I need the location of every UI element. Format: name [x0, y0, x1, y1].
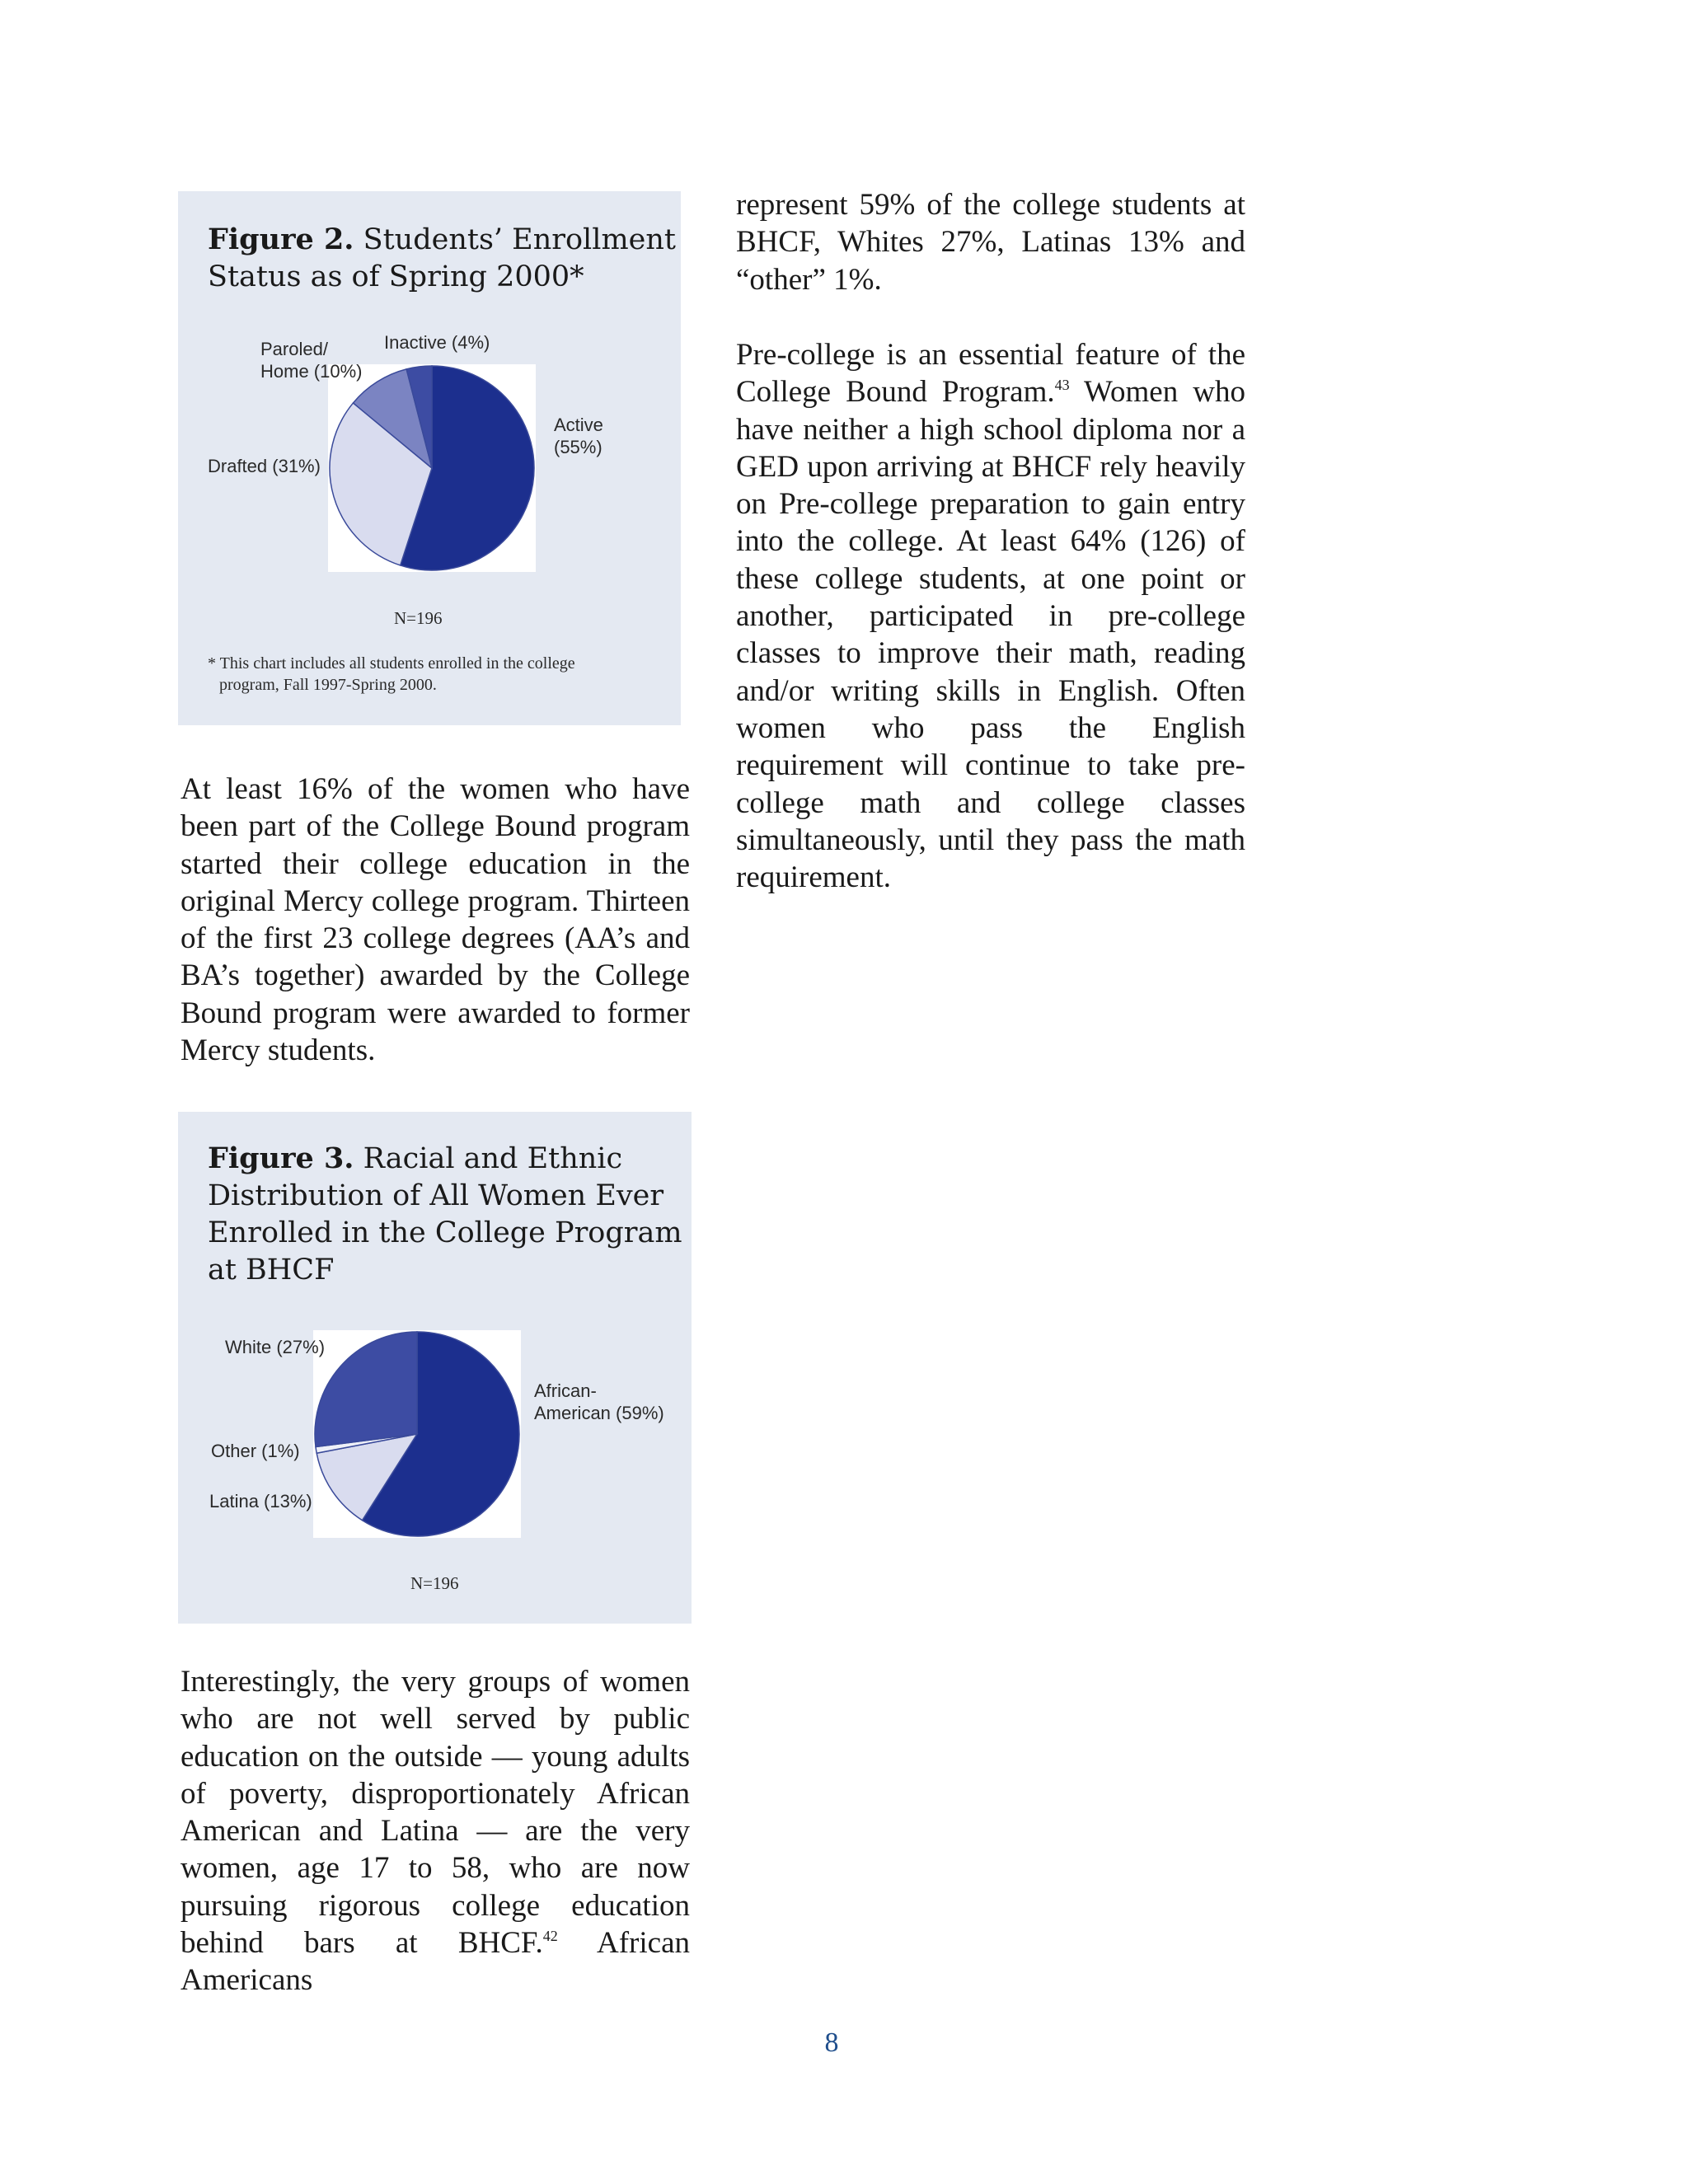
left-paragraph-2-part1: Interestingly, the very groups of women who are not well served by public education on the outside — young adults of poverty, disproportionately African American and Latina — are the very women, age 17 to 58, who are now pursuing rigorous college education behind bars at BHCF. — [181, 1665, 690, 1961]
figure-2-n: N=196 — [394, 608, 443, 628]
figure-3-pie-chart — [313, 1330, 521, 1538]
right-paragraph-1 — [736, 186, 1245, 298]
figure-2-footnote-line1: * This chart includes all students enrolled in the college — [208, 654, 575, 673]
figure-2-footnote-line2: program, Fall 1997-Spring 2000. — [219, 676, 437, 694]
label-other: Other (1%) — [211, 1441, 300, 1461]
figure-2-title — [208, 221, 676, 296]
figure-2-label: Figure 2. — [208, 223, 354, 256]
label-active — [554, 414, 603, 458]
figure-2-pie-slices — [330, 366, 534, 570]
figure-3-label: Figure 3. — [208, 1141, 354, 1175]
right-paragraph-2-part2: Women who have neither a high school diploma nor a GED upon arriving at BHCF rely heavily on Pre-college preparation to gain entry into the college. At least 64% (126) of these college students, at one point or another, participated in pre-college classes to improve their math, reading and/or writing skills in English. Often women who pass the English requirement will continue to take pre-college math and college classes simultaneously, until they pass the math requirement. — [736, 375, 1245, 895]
left-paragraph-2-part2: African Americans — [181, 1926, 690, 1998]
figure-3-box — [178, 1112, 692, 1624]
figure-3-title-line2: Distribution of All Women Ever — [208, 1179, 664, 1212]
label-active-line1: Active — [554, 415, 603, 435]
figure-2-pie-chart — [328, 364, 536, 572]
right-paragraph-1-text: represent 59% of the college students at BHCF, Whites 27%, Latinas 13% and “other” 1%. — [736, 188, 1245, 297]
figure-3-n: N=196 — [410, 1573, 459, 1593]
label-inactive: Inactive (4%) — [384, 332, 490, 353]
page-number: 8 — [824, 2027, 839, 2058]
right-paragraph-2-text — [736, 336, 1245, 896]
footnote-ref-43: 43 — [1054, 377, 1070, 394]
label-african-american — [534, 1380, 664, 1424]
label-latina: Latina (13%) — [209, 1491, 312, 1511]
left-paragraph-1 — [181, 771, 690, 1069]
label-drafted: Drafted (31%) — [208, 456, 321, 476]
left-paragraph-2 — [181, 1663, 690, 1999]
label-paroled — [260, 338, 362, 382]
label-active-line2: (55%) — [554, 437, 603, 457]
left-paragraph-2-text — [181, 1663, 690, 1999]
figure-3-title-line1: Racial and Ethnic — [363, 1142, 623, 1175]
figure-2-title-line1: Students’ Enrollment — [363, 223, 676, 256]
label-paroled-line2: Home (10%) — [260, 361, 363, 382]
figure-3-title-line4: at BHCF — [208, 1254, 335, 1286]
figure-3-title-line3: Enrolled in the College Program — [208, 1216, 682, 1249]
figure-2-footnote — [208, 653, 575, 696]
left-paragraph-1-text: At least 16% of the women who have been part of the College Bound program started their college education in the original Mercy college program. Thirteen of the first 23 college degrees (AA’s and BA’s together) awarded by the College Bound program were awarded to former Mercy students. — [181, 772, 690, 1068]
label-african-american-line1: African- — [534, 1380, 597, 1401]
footnote-ref-42: 42 — [542, 1928, 558, 1945]
right-paragraph-2 — [736, 336, 1245, 896]
figure-2-title-line2: Status as of Spring 2000* — [208, 260, 584, 293]
right-paragraph-2-part1: Pre-college is an essential feature of the College Bound Program. — [736, 338, 1245, 410]
figure-2-box — [178, 191, 681, 725]
label-paroled-line1: Paroled/ — [260, 339, 328, 359]
figure-3-pie-slices — [315, 1332, 519, 1536]
label-african-american-line2: American (59%) — [534, 1403, 664, 1423]
figure-3-title — [208, 1140, 682, 1289]
label-white: White (27%) — [225, 1337, 326, 1357]
